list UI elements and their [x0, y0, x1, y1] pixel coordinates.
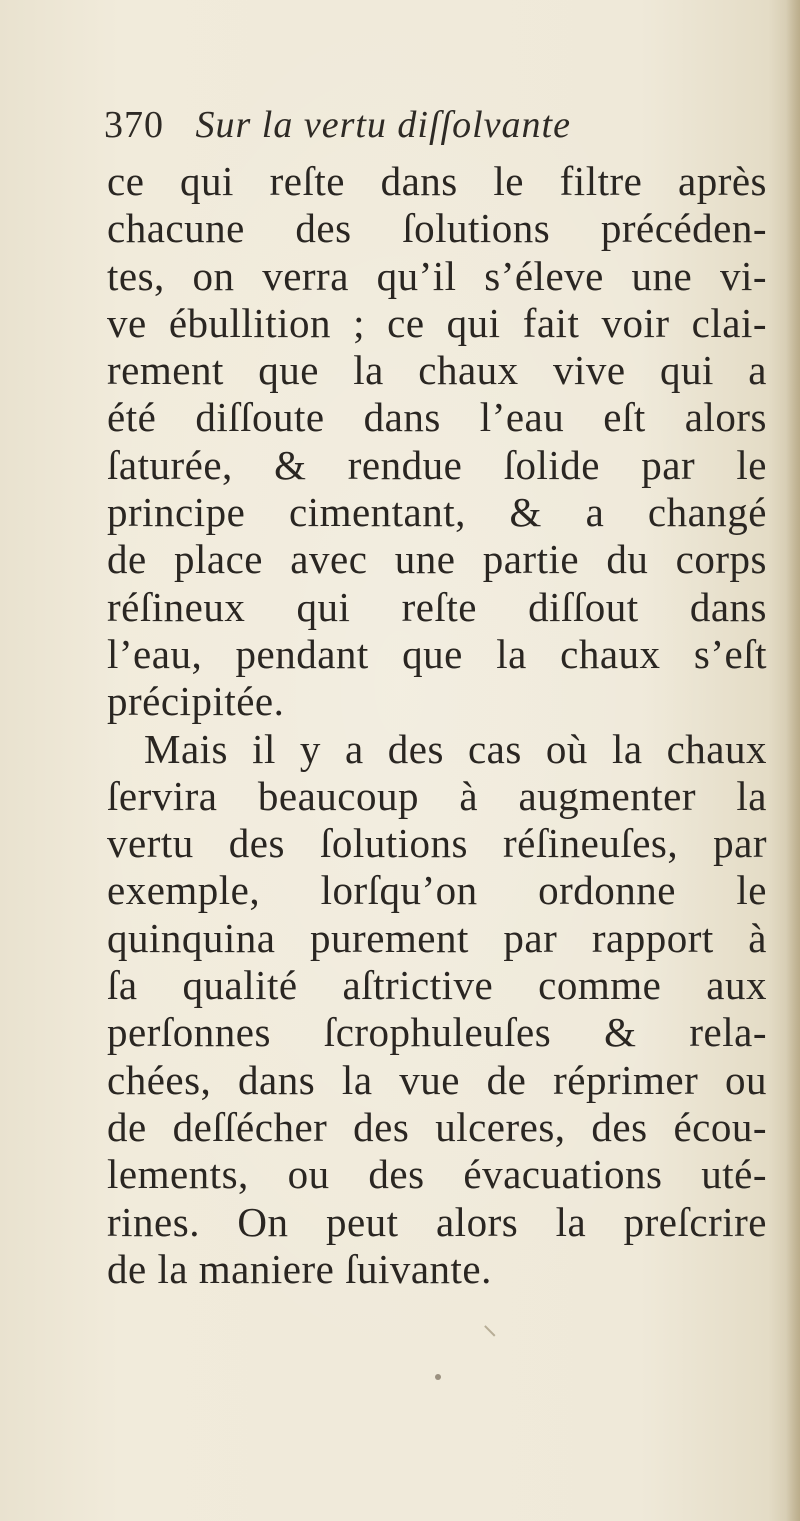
- page-edge-shadow: [786, 0, 800, 1521]
- ink-dot: [435, 1374, 441, 1380]
- text-line: ſervira beaucoup à augmenter la: [107, 772, 767, 819]
- running-head: [104, 106, 571, 144]
- text-line: tes, on verra qu’il s’éleve une vi-: [107, 252, 767, 299]
- text-line: rines. On peut alors la preſcrire: [107, 1198, 767, 1245]
- text-line: perſonnes ſcrophuleuſes & rela-: [107, 1009, 767, 1056]
- text-line: ve ébullition ; ce qui fait voir clai-: [107, 299, 767, 346]
- body-text: [107, 158, 767, 1293]
- text-line: ſaturée, & rendue ſolide par le: [107, 441, 767, 488]
- text-line: ce qui reſte dans le filtre après: [107, 158, 767, 204]
- text-line: exemple, lorſqu’on ordonne le: [107, 867, 767, 914]
- paragraph-start-line: Mais il y a des cas où la chaux: [144, 725, 767, 772]
- text-line: chées, dans la vue de réprimer ou: [107, 1056, 767, 1103]
- text-line: lements, ou des évacuations uté-: [107, 1151, 767, 1198]
- text-line: ſa qualité aſtrictive comme aux: [107, 962, 767, 1009]
- text-line: été diſſoute dans l’eau eſt alors: [107, 394, 767, 441]
- page-number: 370: [104, 104, 164, 146]
- ink-mark: [485, 1325, 496, 1336]
- text-line: vertu des ſolutions réſineuſes, par: [107, 820, 767, 867]
- text-line: l’eau, pendant que la chaux s’eſt: [107, 630, 767, 677]
- text-line: chacune des ſolutions précéden-: [107, 205, 767, 252]
- text-line: quinquina purement par rapport à: [107, 914, 767, 961]
- text-line: principe cimentant, & a changé: [107, 489, 767, 536]
- text-line: de place avec une partie du corps: [107, 536, 767, 583]
- paragraph-end-line: de la maniere ſuivante.: [107, 1245, 492, 1292]
- paragraph-end-line: précipitée.: [107, 678, 285, 725]
- running-title: Sur la vertu diſſolvante: [195, 104, 571, 146]
- text-line: de deſſécher des ulceres, des écou-: [107, 1103, 767, 1150]
- text-line: rement que la chaux vive qui a: [107, 347, 767, 394]
- text-line: réſineux qui reſte diſſout dans: [107, 583, 767, 630]
